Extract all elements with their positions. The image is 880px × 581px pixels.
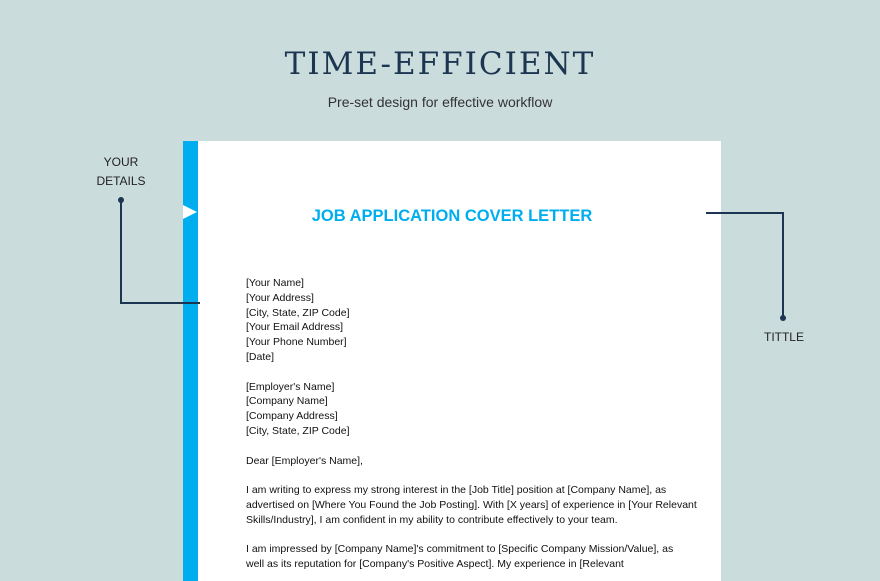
title-pointer-dot — [780, 315, 786, 321]
details-label-line2: DETAILS — [96, 174, 146, 188]
details-label-line1: YOUR — [103, 155, 139, 169]
document-title: JOB APPLICATION COVER LETTER — [311, 207, 593, 225]
details-connector — [120, 200, 122, 304]
sender-line: [Your Email Address] — [246, 321, 344, 334]
paragraph-line: advertised on [Where You Found the Job Posting]. With [X years] of experience in [Your Relevant — [246, 498, 697, 511]
recipient-line: [Company Name] — [246, 395, 328, 408]
sender-line: [Your Address] — [246, 291, 314, 304]
recipient-line: [Company Address] — [246, 410, 338, 423]
recipient-line: [Employer's Name] — [246, 380, 335, 393]
sender-line: [Date] — [246, 350, 275, 363]
subheadline: Pre-set design for effective workflow — [327, 94, 553, 110]
salutation: Dear [Employer's Name], — [246, 454, 363, 467]
sender-line: [Your Phone Number] — [246, 336, 347, 349]
recipient-line: [City, State, ZIP Code] — [246, 424, 350, 437]
sender-line: [City, State, ZIP Code] — [246, 306, 350, 319]
title-label: TITTLE — [763, 330, 804, 344]
letter-body — [246, 276, 697, 572]
sender-line: [Your Name] — [246, 277, 304, 289]
paragraph-line: Skills/Industry], I am confident in my ability to contribute effectively to your team. — [246, 513, 618, 526]
details-label — [90, 153, 152, 191]
title-connector — [782, 212, 784, 317]
bar-notch — [183, 205, 197, 219]
headline: TIME-EFFICIENT — [284, 46, 596, 82]
paragraph-line: I am impressed by [Company Name]'s commitment to [Specific Company Mission/Value], as — [246, 543, 674, 556]
title-connector — [706, 212, 784, 214]
paragraph-line: well as its reputation for [Company's Positive Aspect]. My experience in [Relevant — [246, 558, 624, 571]
details-connector — [120, 302, 200, 304]
paragraph-line: I am writing to express my strong interest in the [Job Title] position at [Company Name], as — [246, 484, 667, 497]
